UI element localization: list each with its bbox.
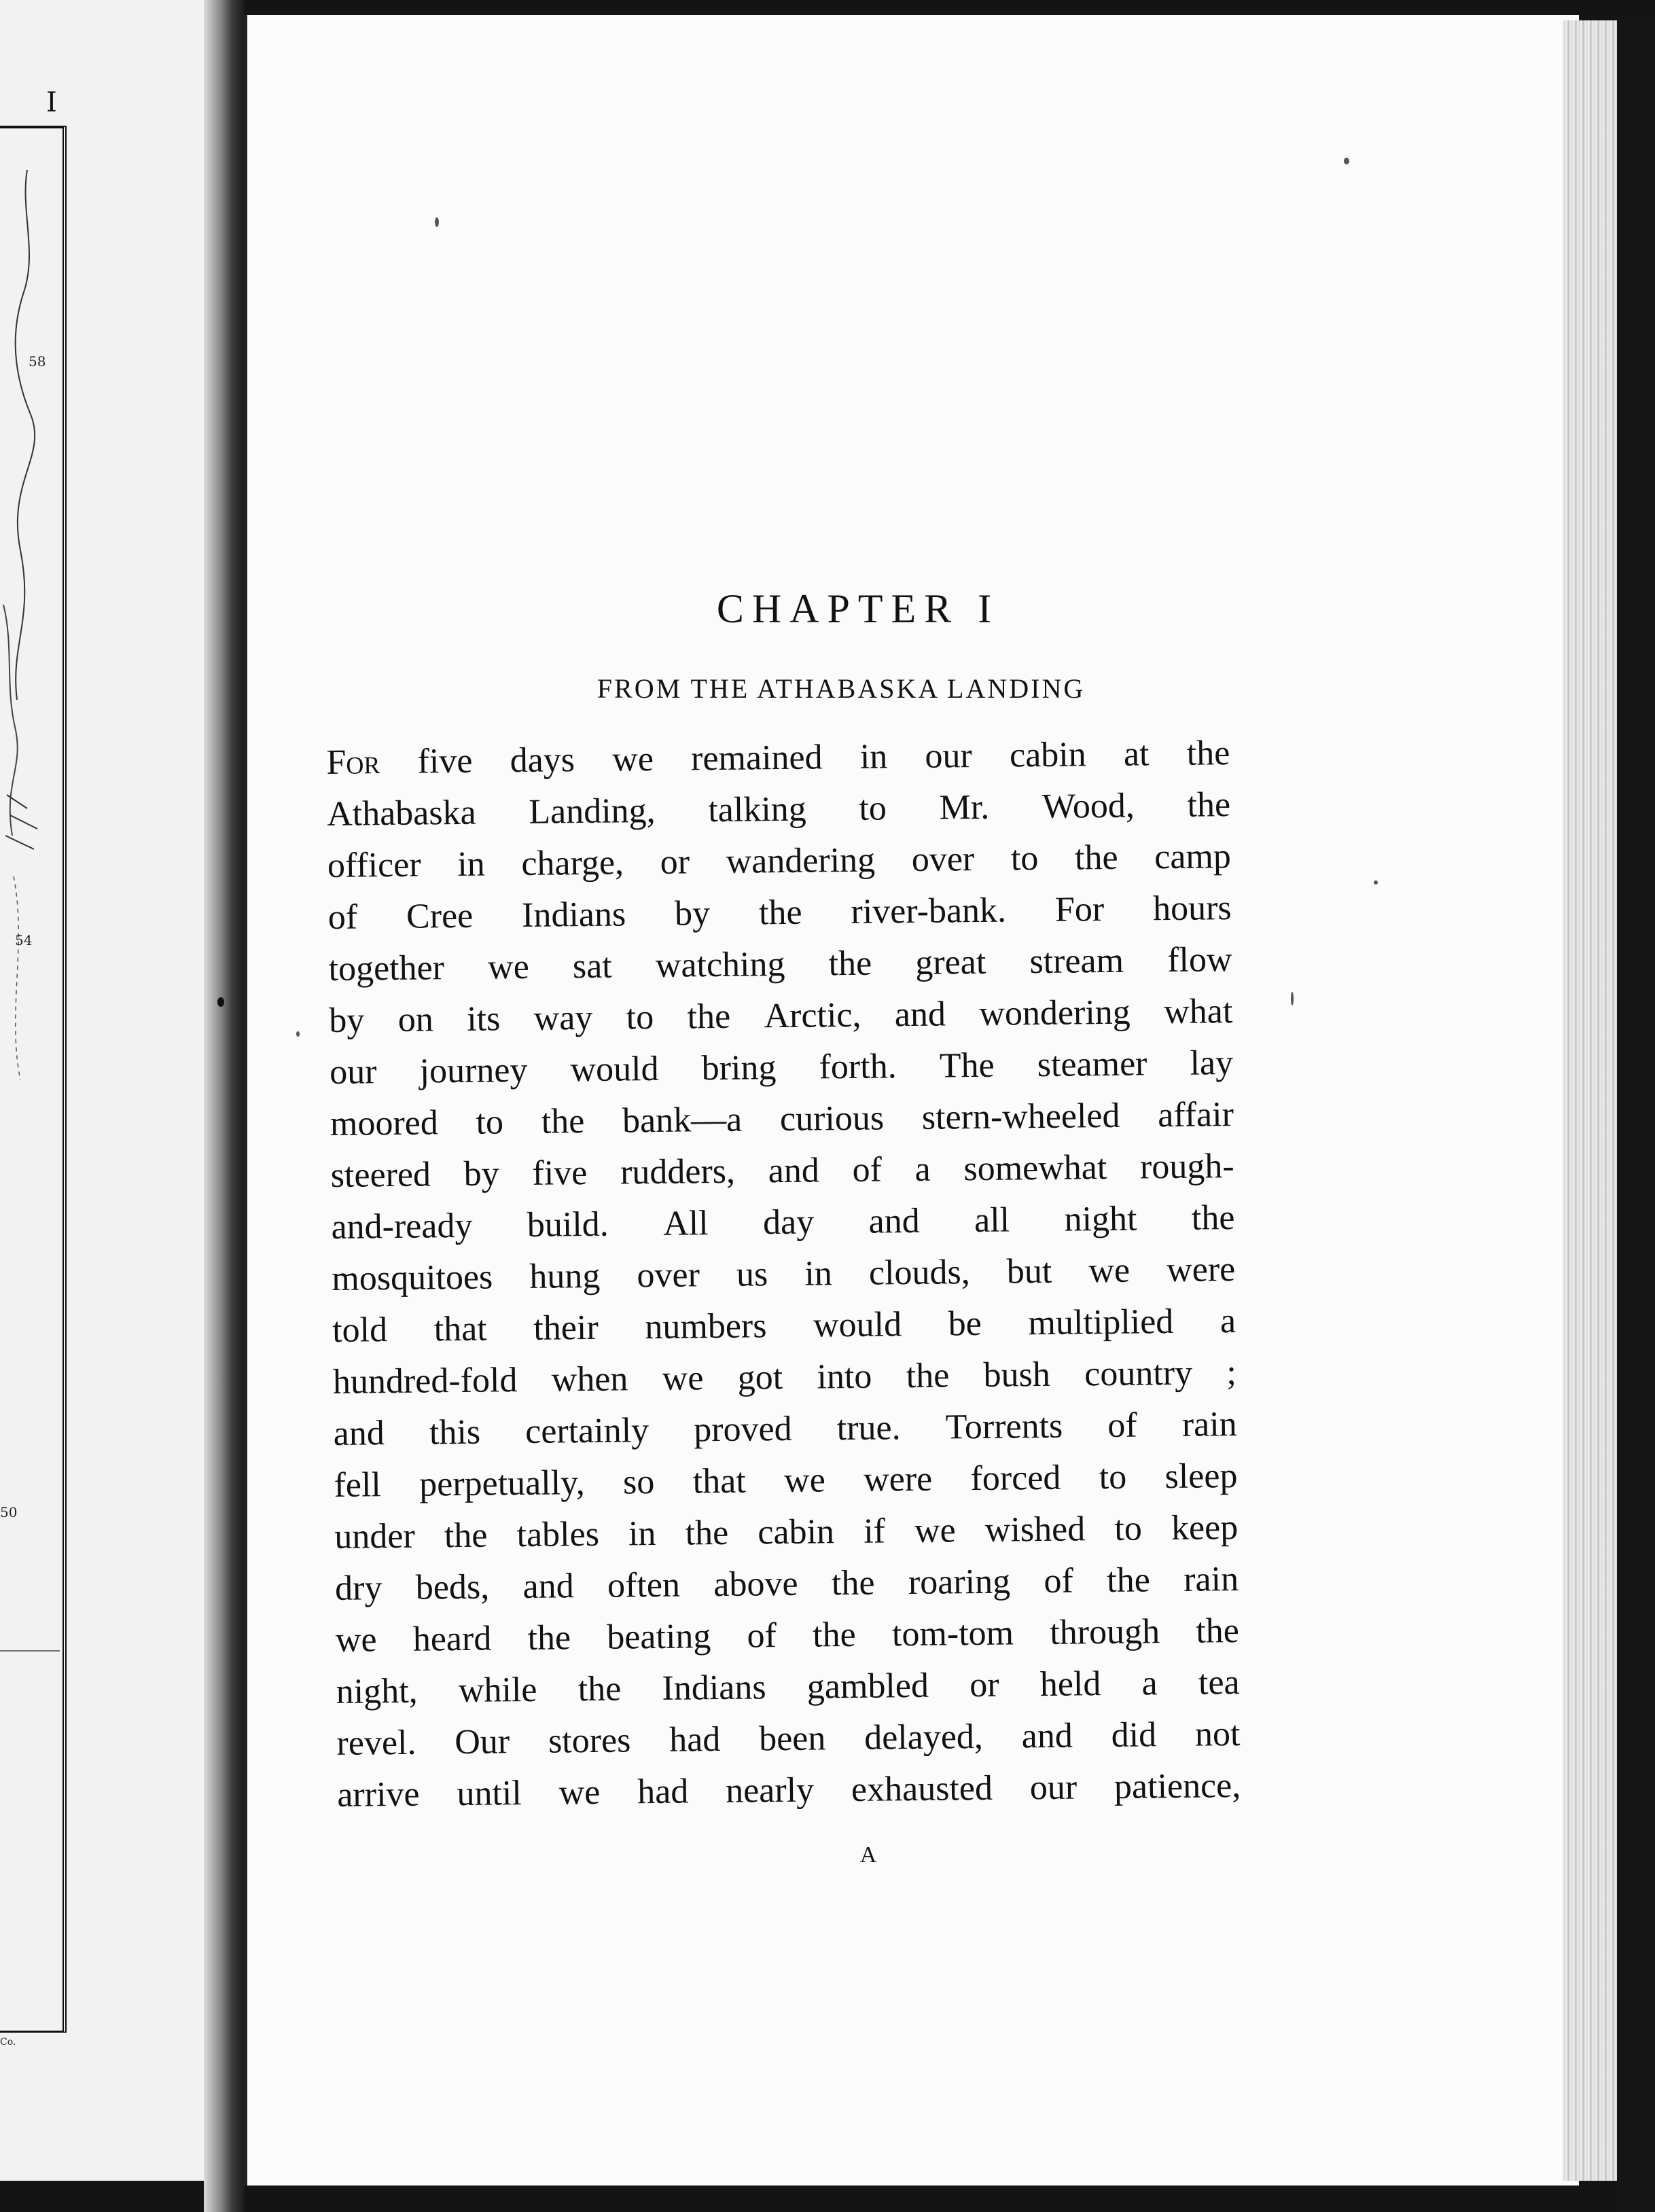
body-word: a: [1220, 1302, 1236, 1341]
body-word: rudders,: [620, 1152, 736, 1192]
body-word: numbers: [645, 1306, 767, 1347]
body-word: five: [417, 741, 473, 781]
body-word: way: [533, 998, 593, 1038]
body-word: into: [817, 1357, 872, 1397]
body-line: [326, 728, 1230, 789]
body-word: had: [637, 1772, 689, 1812]
body-word: hundred-fold: [332, 1361, 518, 1402]
body-word: not: [1194, 1714, 1241, 1754]
body-word: Cree: [406, 896, 474, 936]
body-word: watching: [655, 944, 785, 985]
body-word: the: [527, 1618, 571, 1658]
body-word: a: [1141, 1664, 1158, 1703]
body-word: in: [804, 1254, 833, 1294]
body-word: told: [332, 1310, 388, 1350]
body-word: we: [1088, 1251, 1131, 1291]
body-word: beds,: [415, 1567, 490, 1607]
body-word: beating: [607, 1617, 711, 1657]
body-word: above: [713, 1564, 798, 1605]
scan-speck: [1344, 158, 1349, 164]
body-line: [327, 831, 1232, 892]
body-word: night: [1064, 1199, 1137, 1239]
body-word: to: [1010, 839, 1039, 878]
body-word: the: [1196, 1611, 1240, 1651]
body-word: moored: [330, 1103, 439, 1143]
body-word: All: [662, 1204, 709, 1243]
body-word: wondering: [979, 993, 1131, 1033]
body-word: the: [1106, 1560, 1151, 1601]
body-word: Arctic,: [764, 995, 861, 1036]
body-word: the: [1074, 838, 1118, 878]
body-line: [336, 1709, 1241, 1770]
body-word: Indians: [662, 1668, 766, 1708]
body-word: clouds,: [868, 1253, 971, 1293]
body-word: a: [914, 1149, 931, 1189]
body-word: roaring: [908, 1562, 1011, 1603]
body-word: rough-: [1139, 1147, 1234, 1187]
body-word: days: [510, 741, 575, 781]
body-word: on: [397, 1000, 434, 1039]
body-word: together: [328, 948, 445, 988]
body-word: and: [894, 995, 946, 1035]
body-word: Our: [455, 1722, 510, 1762]
body-word: remained: [690, 738, 823, 779]
body-word: steered: [330, 1155, 431, 1195]
body-word: the: [906, 1356, 950, 1396]
body-word: we: [487, 947, 530, 987]
body-word: Indians: [521, 895, 626, 935]
body-line: [334, 1502, 1239, 1563]
body-word: camp: [1154, 837, 1232, 877]
body-word: that: [692, 1461, 747, 1501]
body-word: tables: [516, 1514, 600, 1555]
body-word: that: [433, 1309, 487, 1349]
scan-speck: [217, 997, 224, 1007]
body-word: For: [1054, 890, 1105, 929]
body-word: what: [1163, 992, 1233, 1032]
body-word: country: [1084, 1353, 1193, 1394]
signature-mark: A: [859, 1842, 877, 1868]
body-word: heard: [412, 1619, 492, 1659]
body-word: rain: [1181, 1405, 1237, 1444]
body-word: we: [558, 1772, 601, 1813]
body-word: if: [863, 1512, 886, 1551]
body-word: multiplied: [1028, 1302, 1174, 1343]
chapter-subtitle: FROM THE ATHABASKA LANDING: [597, 673, 1086, 704]
body-word: bush: [983, 1355, 1051, 1395]
body-word: we: [783, 1461, 826, 1500]
body-word: the: [758, 893, 802, 933]
body-word: were: [1166, 1250, 1236, 1290]
book-gutter: [204, 0, 245, 2212]
body-word: bring: [701, 1048, 777, 1088]
body-word: to: [476, 1103, 504, 1142]
body-word: stern-wheeled: [921, 1096, 1120, 1137]
body-word: night,: [336, 1671, 418, 1711]
body-line: [327, 779, 1231, 840]
body-word: day: [762, 1202, 815, 1243]
body-word: and: [333, 1414, 385, 1453]
body-word: affair: [1157, 1095, 1234, 1135]
scan-speck: [1374, 880, 1378, 885]
body-word: officer: [327, 845, 421, 885]
body-word: had: [669, 1720, 721, 1760]
body-word: or: [660, 842, 690, 882]
body-word: Athabaska: [326, 793, 476, 834]
body-word: in: [859, 737, 888, 777]
body-word: steamer: [1037, 1044, 1147, 1085]
body-line: [332, 1244, 1236, 1305]
body-word: tea: [1198, 1662, 1240, 1702]
body-word: the: [577, 1669, 622, 1709]
body-line: [331, 1192, 1235, 1253]
body-line: [330, 1037, 1234, 1099]
body-word: got: [737, 1358, 783, 1397]
body-word: of: [747, 1616, 777, 1656]
body-line: [328, 934, 1232, 995]
body-word: until: [457, 1774, 522, 1814]
body-word: For: [326, 743, 380, 782]
body-word: been: [758, 1719, 826, 1759]
body-word: to: [626, 997, 654, 1037]
body-word: under: [334, 1516, 416, 1556]
body-word: the: [444, 1516, 488, 1556]
body-word: but: [1006, 1251, 1052, 1291]
body-word: over: [637, 1255, 700, 1296]
body-word: curious: [779, 1099, 885, 1139]
body-text: [326, 728, 1241, 1821]
body-word: we: [914, 1511, 957, 1550]
body-word: or: [969, 1665, 999, 1705]
body-word: Landing,: [529, 791, 656, 832]
body-word: sleep: [1164, 1457, 1238, 1497]
body-word: stores: [548, 1721, 631, 1761]
body-word: build.: [527, 1205, 609, 1245]
body-word: of: [1044, 1561, 1074, 1601]
body-word: of: [852, 1150, 883, 1190]
body-word: when: [551, 1359, 628, 1399]
body-word: keep: [1171, 1508, 1239, 1548]
body-line: [327, 882, 1232, 944]
body-line: [330, 1089, 1234, 1150]
body-word: our: [1029, 1768, 1078, 1808]
body-line: [330, 1141, 1234, 1202]
body-word: stream: [1029, 941, 1124, 982]
body-word: bank—a: [622, 1100, 743, 1141]
body-word: we: [611, 739, 654, 779]
scan-speck: [1291, 992, 1294, 1005]
body-word: five: [532, 1154, 588, 1193]
scan-speck: [435, 217, 439, 227]
body-word: at: [1123, 734, 1150, 774]
body-line: [333, 1399, 1237, 1460]
body-word: its: [466, 999, 501, 1039]
book-cover-edge: [1617, 20, 1655, 2212]
map-fragment-drawing: [0, 129, 61, 2024]
body-word: so: [622, 1463, 655, 1502]
body-word: forth.: [819, 1047, 897, 1087]
body-word: charge,: [521, 843, 624, 883]
body-word: and: [768, 1151, 820, 1191]
body-word: tom-tom: [891, 1613, 1014, 1654]
body-word: the: [541, 1102, 585, 1141]
body-word: by: [329, 1001, 365, 1040]
body-word: talking: [708, 789, 807, 830]
body-word: of: [1107, 1406, 1137, 1446]
body-word: be: [948, 1304, 982, 1344]
body-word: river-bank.: [851, 891, 1007, 931]
body-word: in: [457, 844, 486, 884]
body-word: ;: [1226, 1353, 1237, 1393]
body-word: flow: [1167, 940, 1232, 980]
body-word: gambled: [806, 1666, 929, 1707]
body-word: the: [687, 997, 731, 1037]
body-word: often: [607, 1565, 681, 1605]
body-word: Mr.: [939, 787, 990, 827]
body-word: patience,: [1114, 1766, 1241, 1806]
body-word: somewhat: [963, 1148, 1107, 1189]
map-publisher-mark: Co.: [0, 2037, 16, 2048]
body-word: we: [662, 1359, 704, 1398]
body-word: would: [570, 1049, 659, 1090]
body-word: the: [685, 1513, 729, 1553]
body-line: [336, 1657, 1240, 1718]
body-word: the: [831, 1563, 875, 1603]
body-word: were: [863, 1459, 933, 1499]
body-word: lay: [1190, 1043, 1234, 1083]
body-word: while: [458, 1670, 537, 1711]
body-word: our: [329, 1052, 377, 1092]
body-word: rain: [1183, 1560, 1239, 1599]
body-word: the: [1187, 785, 1231, 825]
body-word: true.: [836, 1408, 901, 1448]
body-word: hours: [1152, 889, 1232, 929]
body-word: revel.: [336, 1723, 416, 1763]
body-word: to: [1114, 1509, 1143, 1548]
body-word: forced: [970, 1458, 1061, 1499]
body-word: their: [533, 1308, 599, 1348]
body-word: The: [939, 1046, 995, 1086]
body-word: wished: [984, 1510, 1086, 1550]
body-word: would: [813, 1305, 902, 1345]
body-word: all: [974, 1200, 1010, 1241]
body-word: exhausted: [851, 1768, 993, 1809]
chapter-title: CHAPTER I: [716, 586, 1000, 631]
body-word: journey: [419, 1050, 528, 1091]
body-word: the: [812, 1615, 857, 1655]
body-word: of: [327, 897, 358, 937]
body-word: nearly: [725, 1770, 815, 1810]
body-word: the: [828, 944, 872, 984]
body-word: perpetually,: [419, 1463, 586, 1504]
body-word: did: [1111, 1715, 1157, 1755]
body-word: to: [859, 789, 887, 828]
body-word: by: [463, 1154, 500, 1194]
body-word: cabin: [758, 1512, 835, 1552]
map-latitude-54: 54: [15, 932, 33, 948]
body-word: to: [1099, 1457, 1127, 1497]
body-word: and: [1021, 1716, 1073, 1756]
body-word: proved: [693, 1409, 792, 1450]
body-word: our: [925, 736, 973, 776]
body-word: through: [1050, 1612, 1160, 1652]
body-word: and: [868, 1201, 920, 1241]
body-word: mosquitoes: [332, 1257, 493, 1298]
body-word: delayed,: [864, 1717, 984, 1758]
body-word: fell: [334, 1465, 382, 1505]
body-line: [335, 1554, 1239, 1615]
body-word: wandering: [726, 840, 876, 881]
scan-speck: [296, 1031, 300, 1037]
body-word: in: [628, 1514, 656, 1554]
map-latitude-50: 50: [0, 1504, 18, 1520]
body-word: over: [911, 840, 975, 879]
body-word: great: [915, 942, 986, 982]
body-word: sat: [572, 946, 612, 986]
body-line: [333, 1347, 1237, 1408]
body-word: Torrents: [945, 1406, 1063, 1447]
body-word: the: [1186, 734, 1230, 773]
body-word: dry: [334, 1569, 382, 1608]
map-latitude-58: 58: [29, 353, 46, 370]
body-line: [329, 986, 1233, 1047]
body-word: and-ready: [331, 1206, 473, 1247]
body-word: certainly: [524, 1411, 649, 1451]
body-line: [334, 1450, 1238, 1512]
body-word: hung: [529, 1256, 601, 1296]
body-word: and: [522, 1567, 574, 1607]
body-word: the: [1191, 1198, 1235, 1238]
body-word: held: [1039, 1664, 1101, 1705]
body-line: [337, 1760, 1241, 1821]
left-page-letter: I: [46, 87, 57, 118]
body-word: we: [335, 1620, 377, 1660]
body-word: cabin: [1009, 735, 1086, 775]
body-word: by: [674, 894, 711, 933]
body-word: arrive: [337, 1774, 420, 1815]
body-word: this: [429, 1412, 481, 1452]
body-word: Wood,: [1042, 786, 1135, 826]
body-line: [332, 1296, 1236, 1357]
body-line: [336, 1605, 1240, 1666]
body-word: us: [736, 1255, 768, 1294]
